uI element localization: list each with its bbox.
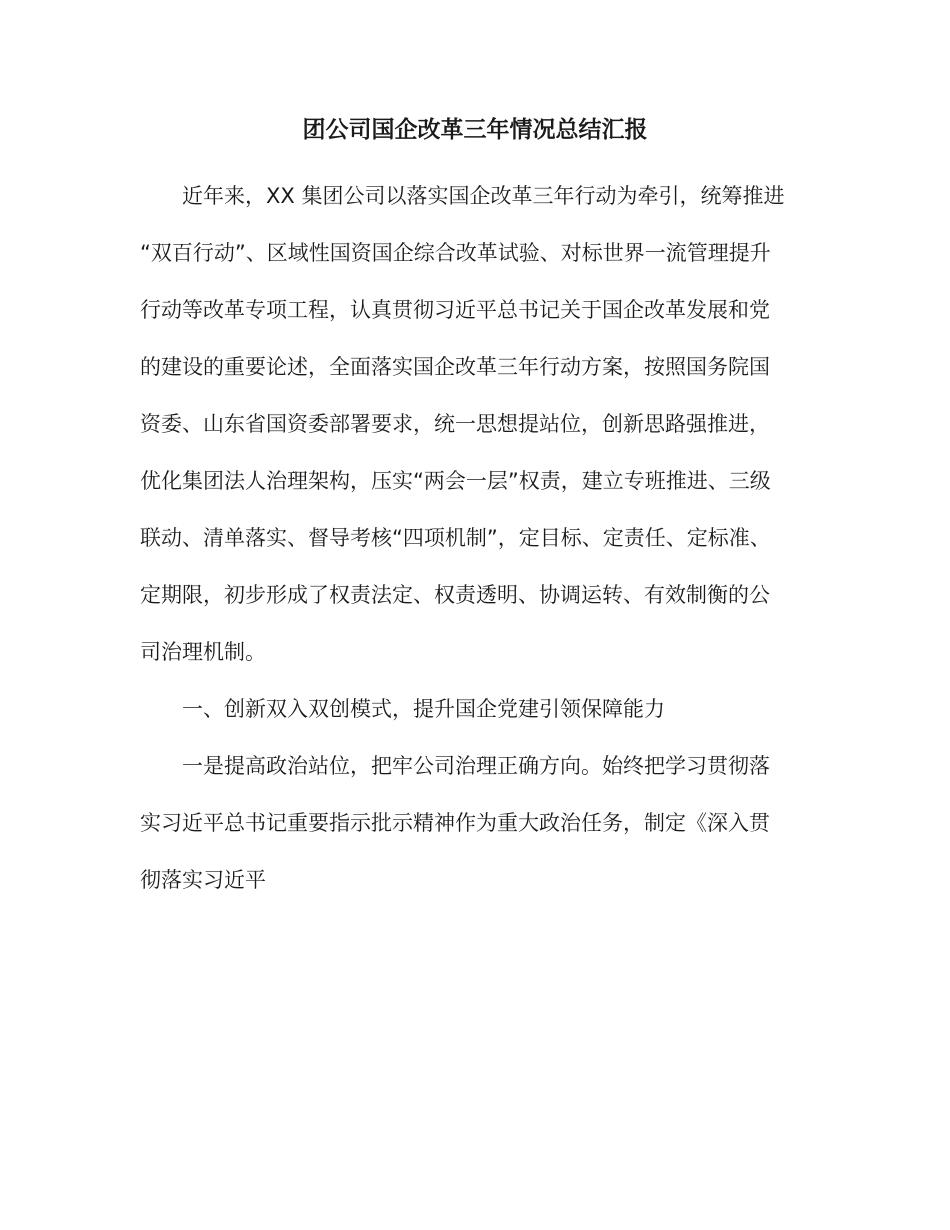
document-title: 团公司国企改革三年情况总结汇报: [302, 117, 648, 143]
paragraph-section-one: [140, 738, 810, 909]
text-line: 实习近平总书记重要指示批示精神作为重大政治任务，制定《深入贯: [140, 811, 770, 835]
text-line: 行动等改革专项工程，认真贯彻习近平总书记关于国企改革发展和党: [140, 298, 770, 322]
text-line: 优化集团法人治理架构，压实“两会一层”权责，建立专班推进、三级: [140, 469, 771, 493]
text-line: 一是提高政治站位，把牢公司治理正确方向。始终把学习贯彻落: [182, 754, 770, 778]
text-line: 的建设的重要论述，全面落实国企改革三年行动方案，按照国务院国: [140, 355, 770, 379]
text-line: 资委、山东省国资委部署要求，统一思想提站位，创新思路强推进，: [140, 412, 770, 436]
text-line: 定期限，初步形成了权责法定、权责透明、协调运转、有效制衡的公: [140, 583, 770, 607]
text-line: 彻落实习近平: [140, 868, 266, 892]
section-heading-text: 一、创新双入双创模式，提升国企党建引领保障能力: [182, 697, 665, 721]
paragraph-intro: [140, 168, 810, 681]
text-line: 近年来，XX 集团公司以落实国企改革三年行动为牵引，统筹推进: [182, 184, 785, 208]
document-body: [140, 168, 810, 909]
text-line: 司治理机制。: [140, 640, 266, 664]
section-heading: [140, 681, 810, 738]
text-line: 联动、清单落实、督导考核“四项机制”，定目标、定责任、定标准、: [140, 526, 771, 550]
text-line: “双百行动”、区域性国资国企综合改革试验、对标世界一流管理提升: [140, 241, 771, 265]
